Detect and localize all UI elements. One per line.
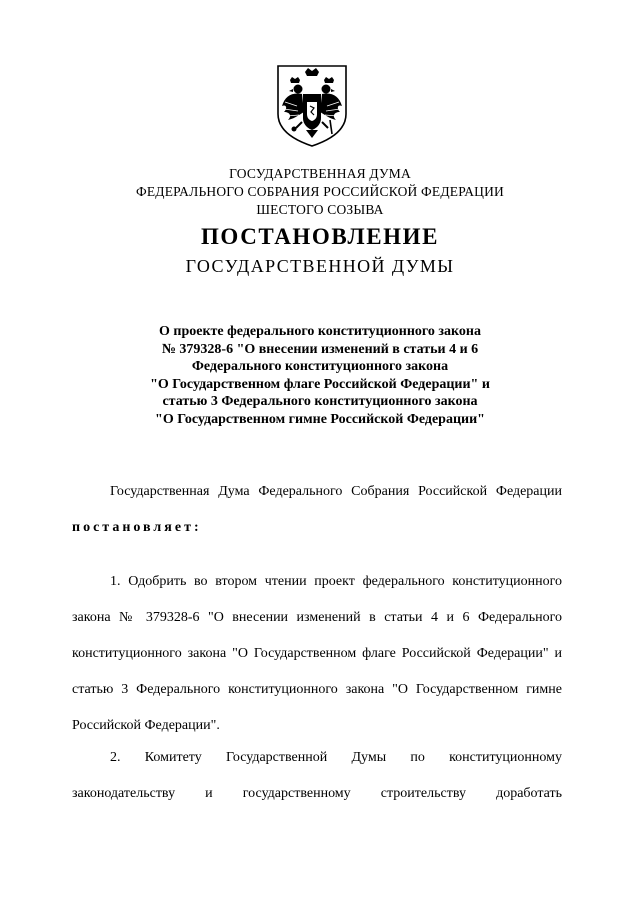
preamble xyxy=(72,474,562,546)
coat-of-arms-emblem xyxy=(272,62,352,148)
issuing-body xyxy=(0,165,640,219)
operative-verb: постановляет: xyxy=(72,520,202,535)
subject-line-5: статью 3 Федерального конституционного закона xyxy=(162,394,478,409)
subject-line-4: "О Государственном флаге Российской Федерации" и xyxy=(150,376,490,392)
document-subtitle: ГОСУДАРСТВЕННОЙ ДУМЫ xyxy=(185,256,455,276)
preamble-paragraph xyxy=(72,474,562,546)
clause-1-text: 1. Одобрить во втором чтении проект федерального конституционного закона № 379328-6 "О внесении изменений в статьи 4 и 6 Федерального конституционного закона "О Государственном флаге Российской Федерации" и статью 3 Федерального конституционного закона "О Государственном гимне Российской Федерации". xyxy=(72,574,562,733)
subject-line-1: О проекте федерального конституционного закона xyxy=(158,324,481,339)
issuing-body-line-1: ГОСУДАРСТВЕННАЯ ДУМА xyxy=(229,166,411,181)
issuing-body-line-3: ШЕСТОГО СОЗЫВА xyxy=(256,202,384,217)
resolution-subject xyxy=(90,323,550,428)
clause-2 xyxy=(72,740,562,812)
clause-2-text: 2. Комитету Государственной Думы по конституционному законодательству и государственному строительству доработать xyxy=(72,750,562,801)
subject-line-6: "О Государственном гимне Российской Федерации" xyxy=(155,411,485,427)
subject-line-3: Федерального конституционного закона xyxy=(191,359,449,374)
issuing-body-line-2: ФЕДЕРАЛЬНОГО СОБРАНИЯ РОССИЙСКОЙ ФЕДЕРАЦИИ xyxy=(136,184,504,199)
document-title: ПОСТАНОВЛЕНИЕ xyxy=(200,224,440,249)
subject-line-2: № 379328-6 "О внесении изменений в статьи 4 и 6 xyxy=(161,341,479,357)
preamble-text: Государственная Дума Федерального Собрания Российской Федерации xyxy=(110,484,562,499)
clause-1 xyxy=(72,564,562,744)
